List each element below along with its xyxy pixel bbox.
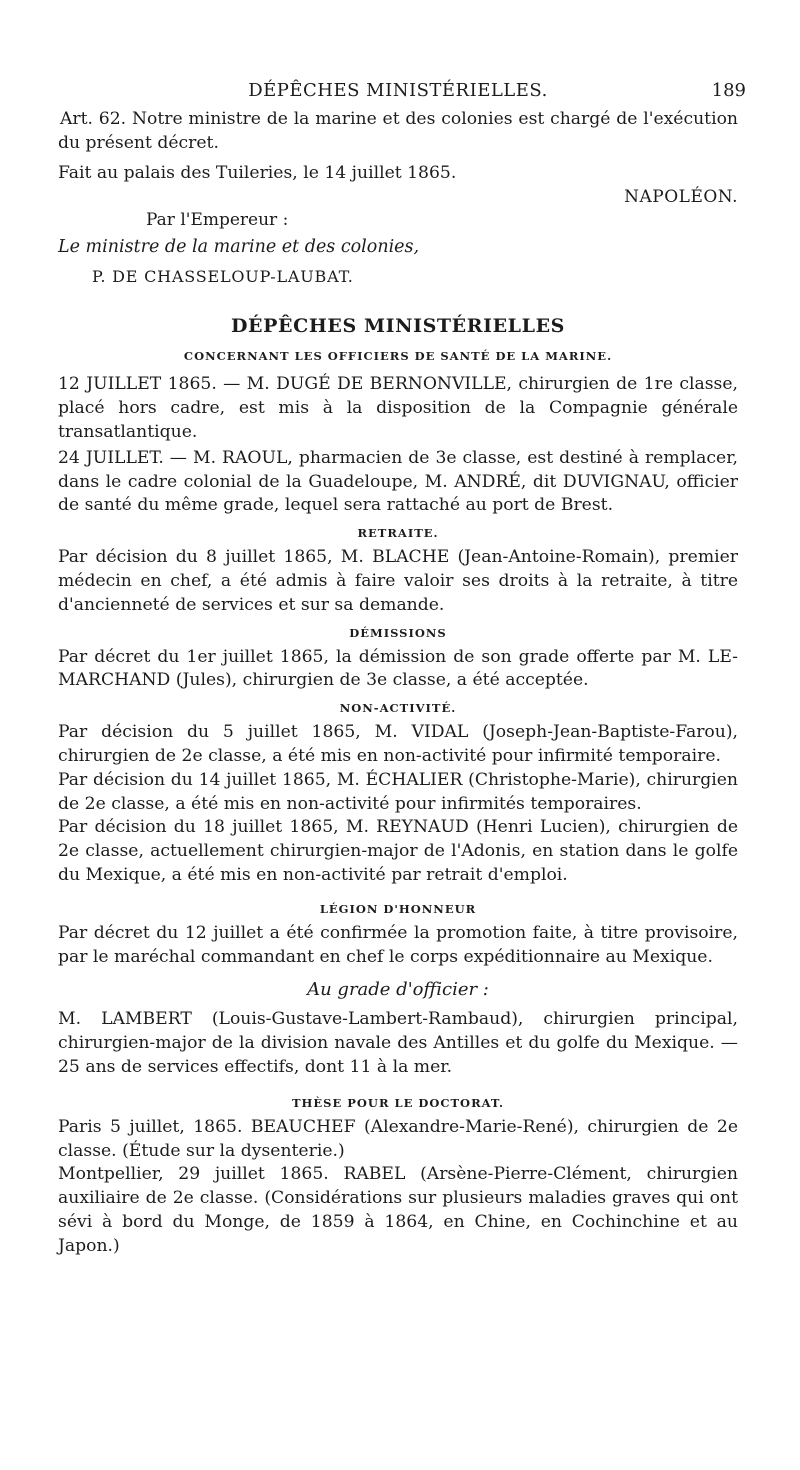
these-list xyxy=(58,1116,738,1259)
non-activite-entry: Par décision du 5 juillet 1865, M. VIDAL (Joseph-Jean-Baptiste-Farou), chirurgien de 2e classe, a été mis en non-activité pour infirmité temporaire. xyxy=(58,722,738,766)
demissions-text: Par décret du 1er juillet 1865, la démission de son grade offerte par M. LE-MARCHAND (Jules), chirurgien de 3e classe, a été acceptée. xyxy=(58,646,738,691)
appointments-list xyxy=(58,373,738,518)
these-entry: Montpellier, 29 juillet 1865. RABEL (Arsène-Pierre-Clément, chirurgien auxiliaire de 2e classe. (Considérations sur plusieurs maladies graves qui ont sévi à bord du Monge, de 1859 à 1864, en Chine, en Cochinchine et au Japon.) xyxy=(58,1164,738,1256)
non-activite-entry: Par décision du 18 juillet 1865, M. REYNAUD (Henri Lucien), chirurgien de 2e classe, actuellement chirurgien-major de l'Adonis, en station dans le golfe du Mexique, a été mis en non-activité par retrait d'emploi. xyxy=(58,817,738,885)
decree-block xyxy=(58,108,738,293)
running-head-title: DÉPÊCHES MINISTÉRIELLES. xyxy=(248,80,548,101)
legion-heading: LÉGION D'HONNEUR xyxy=(319,901,477,916)
page-number: 189 xyxy=(711,80,746,101)
non-activite-list xyxy=(58,721,738,888)
decree-given: Fait au palais des Tuileries, le 14 juillet 1865. xyxy=(58,162,457,183)
non-activite-entry: Par décision du 14 juillet 1865, M. ÉCHALIER (Christophe-Marie), chirurgien de 2e classe, a été mis en non-activité pour infirmités temporaires. xyxy=(58,769,738,814)
decree-minister-title: Le ministre de la marine et des colonies, xyxy=(58,237,420,258)
demissions-heading: DÉMISSIONS xyxy=(349,625,447,640)
appointment-entry: 24 JUILLET. — M. RAOUL, pharmacien de 3e classe, est destiné à remplacer, dans le cadre colonial de la Guadeloupe, M. ANDRÉ, dit DUVIGNAU, officier de santé du même grade, lequel sera rattaché au port de Brest. xyxy=(58,447,738,516)
retraite-heading: RETRAITE. xyxy=(357,526,439,541)
decree-by-emperor: Par l'Empereur : xyxy=(146,210,289,231)
legion-grade-text: M. LAMBERT (Louis-Gustave-Lambert-Rambaud), chirurgien principal, chirurgien-major de la division navale des Antilles et du golfe du Mexique. — 25 ans de services effectifs, dont 11 à la mer. xyxy=(58,1009,738,1077)
legion-text: Par décret du 12 juillet a été confirmée la promotion faite, à titre provisoire, par le maréchal commandant en chef le corps expéditionnaire au Mexique. xyxy=(58,922,738,967)
running-head xyxy=(58,76,746,108)
decree-minister-name: P. DE CHASSELOUP-LAUBAT. xyxy=(92,267,354,287)
these-entry: Paris 5 juillet, 1865. BEAUCHEF (Alexandre-Marie-René), chirurgien de 2e classe. (Étude sur la dysenterie.) xyxy=(58,1116,738,1161)
section-subtitle: CONCERNANT LES OFFICIERS DE SANTÉ DE LA MARINE. xyxy=(183,349,613,364)
legion-grade-heading: Au grade d'officier : xyxy=(307,979,489,1001)
appointment-entry: 12 JUILLET 1865. — M. DUGÉ DE BERNONVILLE, chirurgien de 1re classe, placé hors cadre, est mis à la disposition de la Compagnie générale transatlantique. xyxy=(58,374,738,442)
decree-signature: NAPOLÉON. xyxy=(624,187,738,208)
non-activite-heading: NON-ACTIVITÉ. xyxy=(339,701,457,716)
section-title: DÉPÊCHES MINISTÉRIELLES xyxy=(230,315,566,338)
decree-article: Art. 62. Notre ministre de la marine et des colonies est chargé de l'exécution du présent décret. xyxy=(58,109,738,153)
retraite-text: Par décision du 8 juillet 1865, M. BLACHE (Jean-Antoine-Romain), premier médecin en chef, a été admis à faire valoir ses droits à la retraite, à titre d'ancienneté de services et sur sa demande. xyxy=(58,547,738,615)
these-heading: THÈSE POUR LE DOCTORAT. xyxy=(291,1095,505,1110)
